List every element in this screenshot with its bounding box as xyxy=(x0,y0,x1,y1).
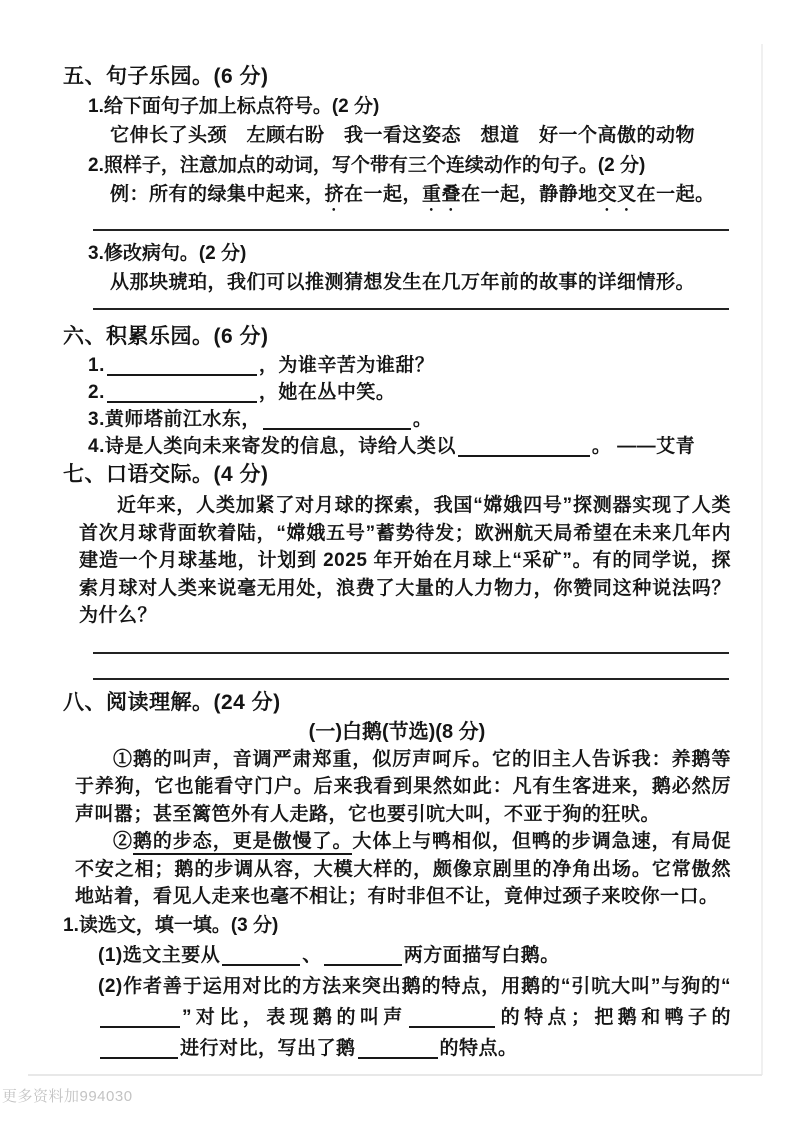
answer-line-1 xyxy=(93,229,729,231)
sub1-part: 、 xyxy=(302,944,322,966)
dotted-verb: 交叉 xyxy=(597,184,637,205)
example-part: 在一起， xyxy=(344,184,423,205)
answer-line-3 xyxy=(93,652,729,654)
sub2-part: ”对比，表现鹅的叫声 xyxy=(182,1006,407,1028)
underlined-sentence: 鹅的步态，更是傲慢了。 xyxy=(133,831,352,855)
q-5-2-label: 2.照样子，注意加点的动词，写个带有三个连续动作的句子。(2 分) xyxy=(88,155,646,176)
blank-line xyxy=(358,1038,438,1059)
example-part: 例：所有的绿集中起来， xyxy=(110,184,325,205)
sub2-part: 的特点；把鹅和鸭子的 xyxy=(496,1006,731,1028)
dotted-verb: 挤 xyxy=(324,184,345,205)
blank-line xyxy=(107,382,257,403)
sub1-part: (1)选文主要从 xyxy=(98,944,221,966)
sub1-part: 两方面描写白鹅。 xyxy=(403,944,560,966)
dotted-verb: 重叠 xyxy=(422,184,462,205)
q-5-1-sentence: 它伸长了头颈 左顾右盼 我一看这姿态 想道 好一个高傲的动物 xyxy=(110,125,696,146)
q-5-2-example xyxy=(110,180,731,221)
q-5-3-sentence: 从那块琥珀，我们可以推测猜想发生在几万年前的故事的详细情形。 xyxy=(110,272,696,293)
section-5-title: 五、句子乐园。(6 分) xyxy=(63,65,269,88)
fill-pre: 1. xyxy=(88,355,105,376)
para-rest: 大体上与鸭相似，但鸭的步调急速，有局促不安之相；鹅的步调从容，大模大样的，颇像京剧里的净角出场。它常傲然地站着，看见人走来也毫不相让；有时非但不让，竟伸过颈子来咬你一口。 xyxy=(75,831,731,907)
para-marker: ② xyxy=(113,831,133,852)
page-edge-right xyxy=(761,44,763,1075)
fill-pre: 4.诗是人类向未来寄发的信息，诗给人类以 xyxy=(88,436,456,457)
fill-item-3 xyxy=(88,406,731,433)
section-7-title: 七、口语交际。(4 分) xyxy=(63,463,269,486)
sub2-part: 的特点。 xyxy=(439,1037,518,1059)
blank-line xyxy=(222,945,300,966)
fill-item-4 xyxy=(88,433,731,460)
blank-line xyxy=(263,409,411,430)
answer-line-2 xyxy=(93,308,729,310)
passage-title: (一)白鹅(节选)(8 分) xyxy=(308,720,486,743)
fill-item-2 xyxy=(88,379,731,406)
example-part: 在一起。 xyxy=(636,184,715,205)
q-5-1-label: 1.给下面句子加上标点符号。(2 分) xyxy=(88,96,380,117)
fill-pre: 3.黄师塔前江水东， xyxy=(88,409,261,430)
watermark-text: 更多资料加994030 xyxy=(2,1088,133,1105)
fill-post: ，她在丛中笑。 xyxy=(258,382,396,403)
q-5-3-label: 3.修改病句。(2 分) xyxy=(88,243,247,264)
sub2-part: 进行对比，写出了鹅 xyxy=(180,1037,356,1059)
section-8-title: 八、阅读理解。(24 分) xyxy=(63,690,281,714)
example-part: 在一起，静静地 xyxy=(461,184,598,205)
fill-post: ，为谁辛苦为谁甜？ xyxy=(258,355,435,376)
fill-item-1 xyxy=(88,352,731,379)
answer-line-4 xyxy=(93,678,729,680)
blank-line xyxy=(409,1007,495,1028)
fill-post: 。 xyxy=(412,409,433,430)
reading-q1-sub2 xyxy=(98,971,731,1064)
blank-line xyxy=(100,1007,180,1028)
reading-q1-sub1 xyxy=(98,940,731,971)
blank-line xyxy=(324,945,402,966)
blank-line xyxy=(107,355,257,376)
sub2-part: (2)作者善于运用对比的方法来突出鹅的特点，用鹅的“引吭大叫”与狗的“ xyxy=(98,975,731,997)
passage-para-2 xyxy=(75,828,731,911)
blank-line xyxy=(100,1038,178,1059)
section-6-title: 六、积累乐园。(6 分) xyxy=(63,325,269,348)
passage-para-1: ①鹅的叫声，音调严肃郑重，似厉声呵斥。它的旧主人告诉我：养鹅等于养狗，它也能看守门户。后来我看到果然如此：凡有生客进来，鹅必然厉声叫嚣；甚至篱笆外有人走路，它也要引吭大叫，不亚于狗的狂吠。 xyxy=(75,748,731,825)
blank-line xyxy=(458,436,590,457)
reading-q1-label: 1.读选文，填一填。(3 分) xyxy=(63,914,279,936)
oral-paragraph: 近年来，人类加紧了对月球的探索，我国“嫦娥四号”探测器实现了人类首次月球背面软着陆，“嫦娥五号”蓄势待发；欧洲航天局希望在未来几年内建造一个月球基地，计划到 2025 年开始在月球上“采矿”。有的同学说，探索月球对人类来说毫无用处，浪费了大量的人力物力，你赞同这种说法吗？ 为什么？ xyxy=(79,495,731,626)
page-edge-bottom xyxy=(28,1074,762,1076)
fill-pre: 2. xyxy=(88,382,105,403)
fill-post: 。 ——艾青 xyxy=(591,436,696,457)
